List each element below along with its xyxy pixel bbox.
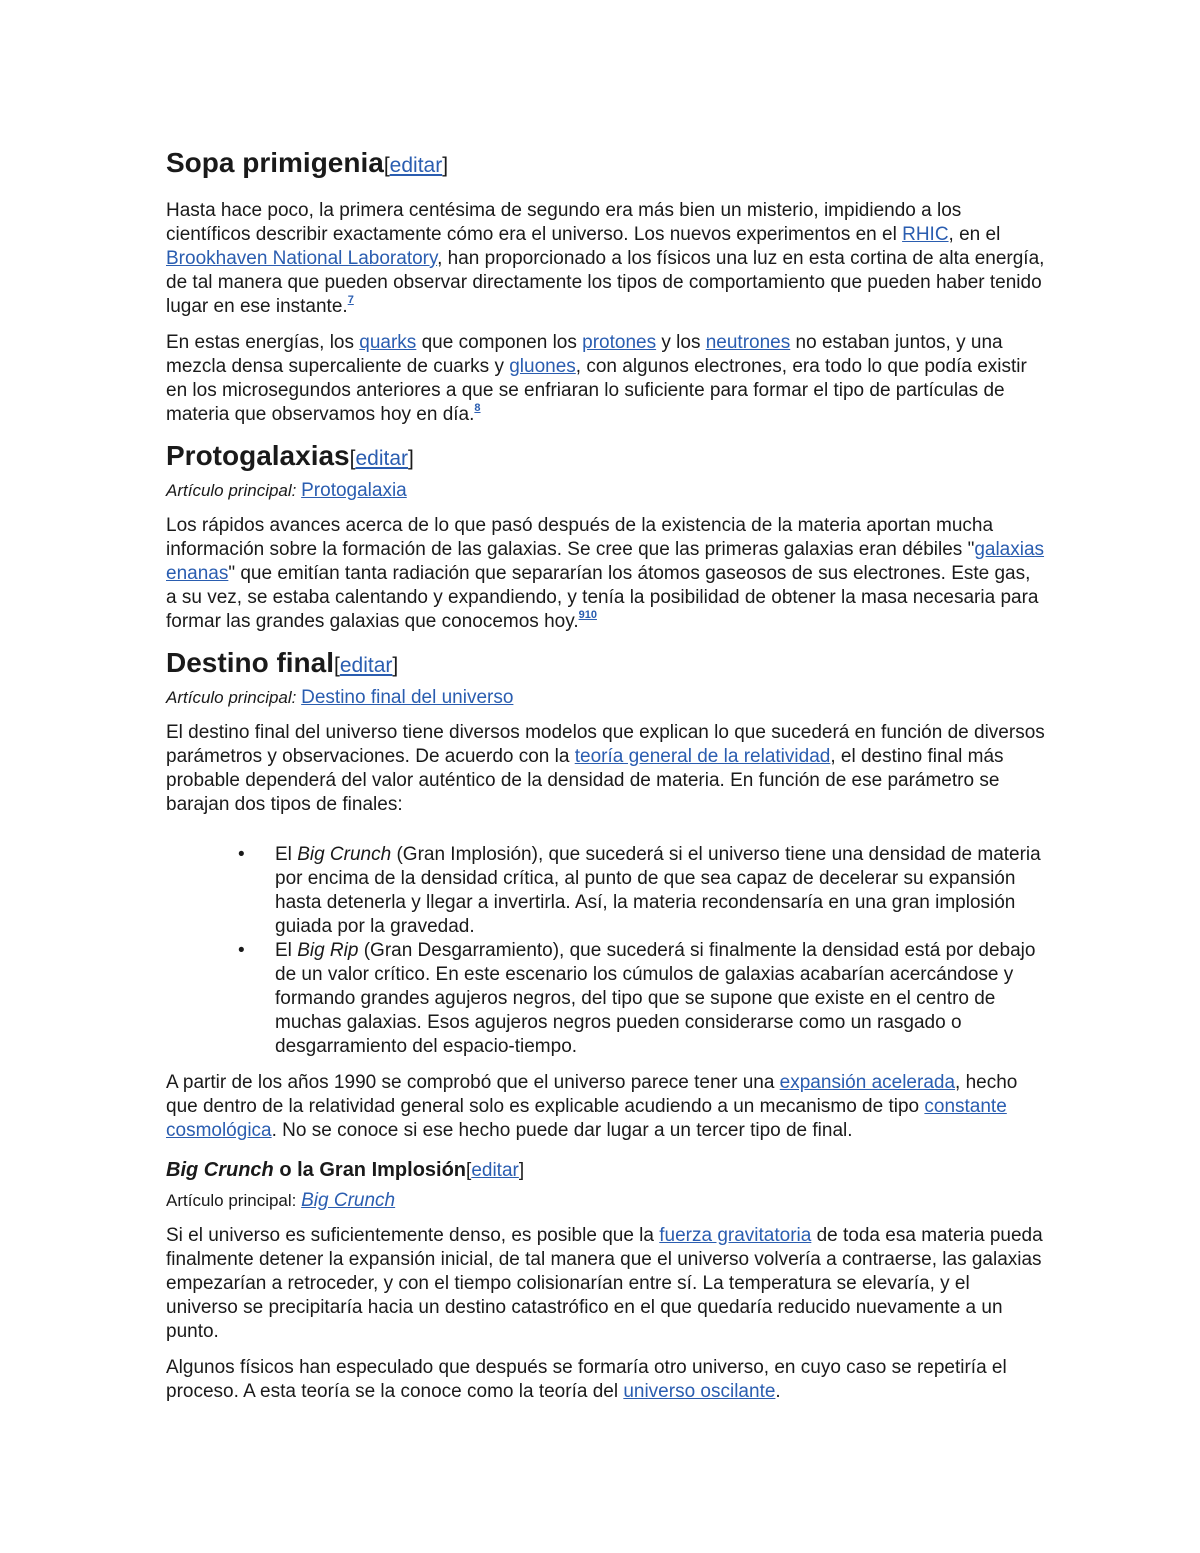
link-big-crunch-text[interactable]: Big Crunch: [301, 1190, 396, 1211]
reference-910[interactable]: [579, 609, 597, 621]
link-rhic[interactable]: RHIC: [902, 224, 949, 245]
text: El destino final del universo tiene diversos modelos que explican lo que sucederá en función de diversos parámetros y observaciones. De acuerdo con la: [166, 722, 1045, 767]
heading-proto-title: Protogalaxias: [166, 440, 350, 471]
hatnote-label: Artículo principal:: [166, 481, 297, 500]
link-neutrones[interactable]: neutrones: [705, 332, 791, 353]
text: . No se conoce si ese hecho puede dar lugar a un tercer tipo de final.: [271, 1120, 853, 1141]
link-quarks[interactable]: quarks: [359, 332, 417, 353]
text: , con algunos electrones, era todo lo que podía existir en los microsegundos anteriores a que se enfriaran lo suficiente para formar el tipo de partículas de materia que observamos hoy en día.: [166, 356, 1027, 425]
hatnote-destino: [166, 687, 1046, 709]
paragraph-sopa-2: [166, 331, 1046, 427]
hatnote-proto: [166, 480, 1046, 502]
emphasis: Big Rip: [297, 940, 359, 961]
text: (Gran Desgarramiento), que sucederá si finalmente la densidad está por debajo de un valor crítico. En este escenario los cúmulos de galaxias acabarían acercándose y formando grandes agujeros negros, del tipo que se supone que existe en el centro de muchas galaxias. Esos agujeros negros pueden considerarse como un rasgado o desgarramiento del espacio-tiempo.: [275, 940, 1036, 1057]
heading-crunch-rest: o la Gran Implosión: [273, 1159, 467, 1181]
hatnote-label: Artículo principal:: [166, 688, 297, 707]
paragraph-sopa-1: [166, 199, 1046, 319]
link-universo-oscilante[interactable]: universo oscilante: [623, 1381, 776, 1402]
paragraph-proto-1: [166, 514, 1046, 634]
text: Si el universo es suficientemente denso, es posible que la: [166, 1225, 660, 1246]
heading-sopa-primigenia: [166, 146, 1046, 183]
bullet-icon: •: [238, 940, 245, 961]
heading-destino-final: [166, 646, 1046, 683]
edit-link-crunch-text[interactable]: editar: [471, 1160, 519, 1181]
paragraph-crunch-1: [166, 1224, 1046, 1344]
list-item-big-rip: [238, 939, 1046, 1059]
paragraph-destino-1: [166, 721, 1046, 817]
emphasis: Big Crunch: [297, 844, 392, 865]
link-fuerza-gravitatoria[interactable]: fuerza gravitatoria: [659, 1225, 812, 1246]
text: Hasta hace poco, la primera centésima de segundo era más bien un misterio, impidiendo a los científicos describir exactamente cómo era el universo. Los nuevos experimentos en el: [166, 200, 962, 245]
reference-link-910[interactable]: 910: [578, 609, 597, 621]
text: " que emitían tanta radiación que separarían los átomos gaseosos de sus electrones. Este gas, a su vez, se estaba calentando y expandiendo, y tenía la posibilidad de obtener la masa necesaria para formar las grandes galaxias que conocemos hoy.: [166, 563, 1039, 632]
link-protogalaxia[interactable]: Protogalaxia: [301, 480, 407, 501]
text: , en el: [948, 224, 1001, 245]
text: Algunos físicos han especulado que después se formaría otro universo, en cuyo caso se repetiría el proceso. A esta teoría se la conoce como la teoría del: [166, 1357, 1007, 1402]
text: , el destino final más probable dependerá del valor auténtico de la densidad de materia. En función de ese parámetro se barajan dos tipos de finales:: [166, 746, 1004, 815]
link-teoria-relatividad[interactable]: teoría general de la relatividad: [574, 746, 831, 767]
link-brookhaven[interactable]: Brookhaven National Laboratory: [166, 248, 438, 269]
edit-link-proto-text[interactable]: editar: [355, 447, 409, 470]
hatnote-label: Artículo principal:: [166, 1191, 297, 1210]
text: de toda esa materia pueda finalmente detener la expansión inicial, de tal manera que el universo volvería a contraerse, las galaxias empezarían a retroceder, y con el tiempo colisionarían entre sí. La temperatura se elevaría, y el universo se precipitaría hacia un destino catastrófico en el que quedaría reducido nuevamente a un punto.: [166, 1225, 1043, 1342]
text: no estaban juntos, y una mezcla densa supercaliente de cuarks y: [166, 332, 1003, 377]
reference-7[interactable]: [348, 294, 354, 306]
edit-link-proto[interactable]: [editar]: [349, 447, 414, 470]
edit-link-crunch[interactable]: [editar]: [466, 1160, 525, 1181]
reference-8[interactable]: [474, 402, 480, 414]
edit-link-sopa[interactable]: [editar]: [383, 154, 449, 177]
document-page: [166, 140, 1046, 1404]
reference-link-7[interactable]: 7: [347, 294, 354, 306]
text: A partir de los años 1990 se comprobó que el universo parece tener una: [166, 1072, 780, 1093]
edit-link-destino[interactable]: [editar]: [334, 654, 399, 677]
reference-link-8[interactable]: 8: [474, 402, 481, 414]
link-big-crunch[interactable]: [301, 1190, 395, 1211]
bullet-icon: •: [238, 844, 245, 865]
text: (Gran Implosión), que sucederá si el universo tiene una densidad de materia por encima de la densidad crítica, al punto de que sea capaz de decelerar su expansión hasta detenerla y llegar a invertirla. Así, la materia recondensaría en una gran implosión guiada por la gravedad.: [275, 844, 1041, 937]
text: Los rápidos avances acerca de lo que pasó después de la existencia de la materia aportan mucha información sobre la formación de las galaxias. Se cree que las primeras galaxias eran débiles ": [166, 515, 994, 560]
text: que componen los: [416, 332, 583, 353]
paragraph-destino-2: [166, 1071, 1046, 1143]
link-constante-cosmologica[interactable]: constante cosmológica: [166, 1096, 1007, 1141]
paragraph-crunch-2: [166, 1356, 1046, 1404]
heading-big-crunch: [166, 1157, 1046, 1184]
text: .: [775, 1381, 781, 1402]
edit-link-sopa-text[interactable]: editar: [389, 154, 443, 177]
text: , hecho que dentro de la relatividad general solo es explicable acudiendo a un mecanismo de tipo: [166, 1072, 1018, 1117]
link-destino-final-universo[interactable]: Destino final del universo: [301, 687, 514, 708]
link-protones[interactable]: protones: [582, 332, 657, 353]
heading-destino-title: Destino final: [166, 647, 335, 678]
text: El: [275, 940, 298, 961]
finales-list: [166, 843, 1046, 1059]
heading-crunch-em: Big Crunch: [166, 1159, 274, 1181]
heading-protogalaxias: [166, 439, 1046, 476]
link-galaxias-enanas[interactable]: galaxias enanas: [166, 539, 1045, 584]
list-item-big-crunch: [238, 843, 1046, 939]
text: En estas energías, los: [166, 332, 360, 353]
edit-link-destino-text[interactable]: editar: [339, 654, 393, 677]
text: y los: [656, 332, 706, 353]
link-expansion-acelerada[interactable]: expansión acelerada: [779, 1072, 956, 1093]
hatnote-crunch: [166, 1190, 1046, 1212]
heading-sopa-title: Sopa primigenia: [166, 147, 384, 178]
text: , han proporcionado a los físicos una luz en esta cortina de alta energía, de tal manera que pueden observar directamente los tipos de comportamiento que pueden haber tenido lugar en ese instante.: [166, 248, 1045, 317]
text: El: [275, 844, 298, 865]
link-gluones[interactable]: gluones: [509, 356, 576, 377]
